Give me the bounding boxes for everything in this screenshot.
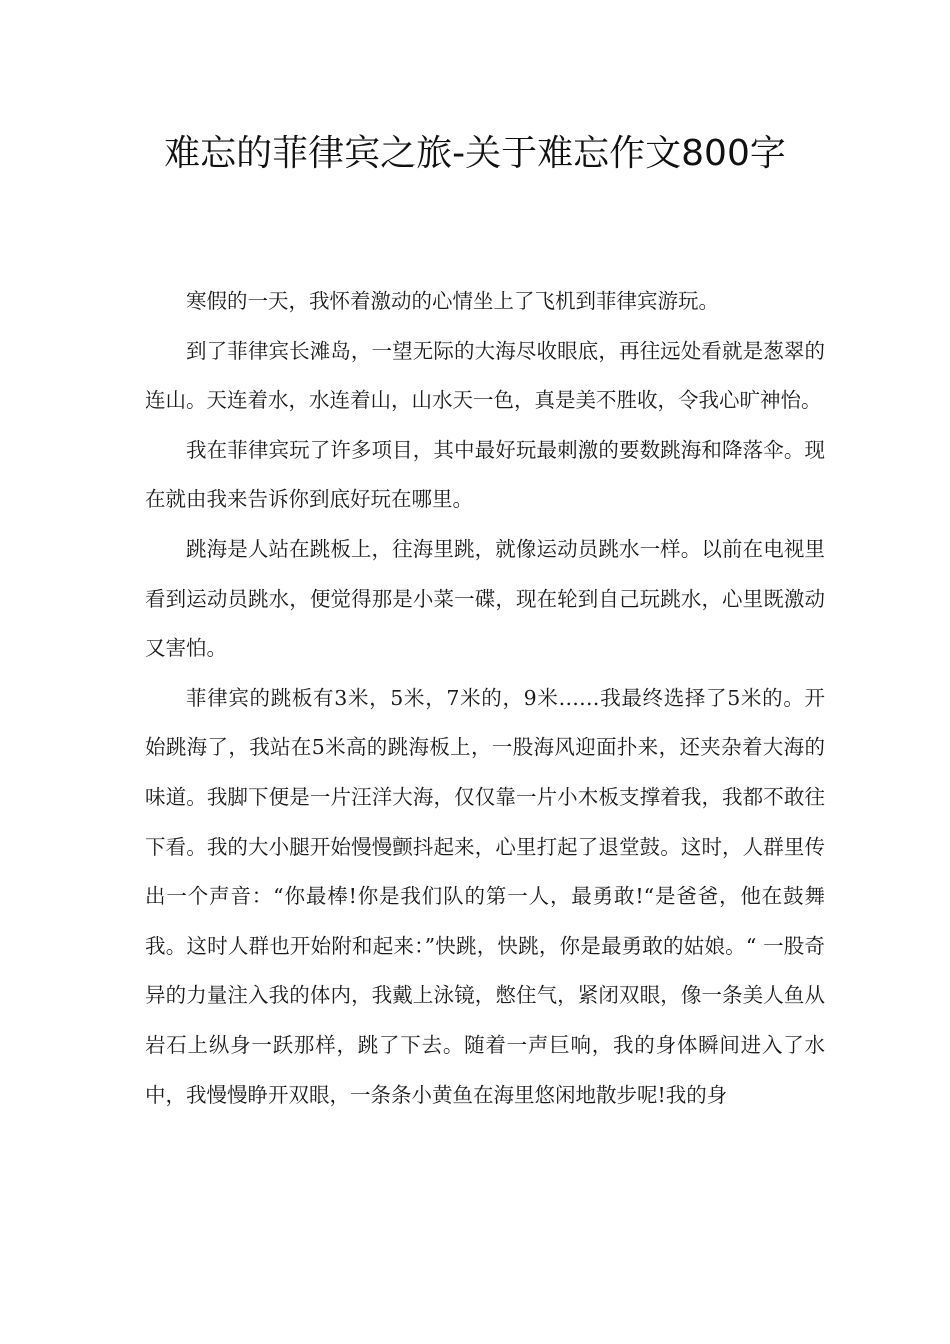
paragraph-3: 我在菲律宾玩了许多项目，其中最好玩最刺激的要数跳海和降落伞。现在就由我来告诉你到底好玩在哪里。 (145, 437, 825, 512)
paragraph-1: 寒假的一天，我怀着激动的心情坐上了飞机到菲律宾游玩。 (186, 289, 719, 313)
paragraph-5: 菲律宾的跳板有3米，5米，7米的，9米……我最终选择了5米的。开始跳海了，我站在5米高的跳海板上，一股海风迎面扑来，还夹杂着大海的味道。我脚下便是一片汪洋大海，仅仅靠一片小木板支撑着我，我都不敢往下看。我的大小腿开始慢慢颤抖起来，心里打起了退堂鼓。这时，人群里传出一个声音：“你最棒!你是我们队的第一人，最勇敢!“是爸爸，他在鼓舞我。这时人群也开始附和起来：”快跳，快跳，你是最勇敢的姑娘。“ 一股奇异的力量注入我的体内，我戴上泳镜，憋住气，紧闭双眼，像一条美人鱼从岩石上纵身一跃那样，跳了下去。随着一声巨响，我的身体瞬间进入了水中，我慢慢睁开双眼，一条条小黄鱼在海里悠闲地散步呢!我的身 (145, 685, 825, 1107)
paragraph-4: 跳海是人站在跳板上，往海里跳，就像运动员跳水一样。以前在电视里看到运动员跳水，便觉得那是小菜一碟，现在轮到自己玩跳水，心里既激动又害怕。 (145, 536, 825, 661)
document-title: 难忘的菲律宾之旅-关于难忘作文800字 (164, 133, 786, 174)
paragraph-2: 到了菲律宾长滩岛，一望无际的大海尽收眼底，再往远处看就是葱翠的连山。天连着水，水连着山，山水天一色，真是美不胜收，令我心旷神怡。 (145, 338, 825, 413)
document-body (145, 277, 825, 1120)
